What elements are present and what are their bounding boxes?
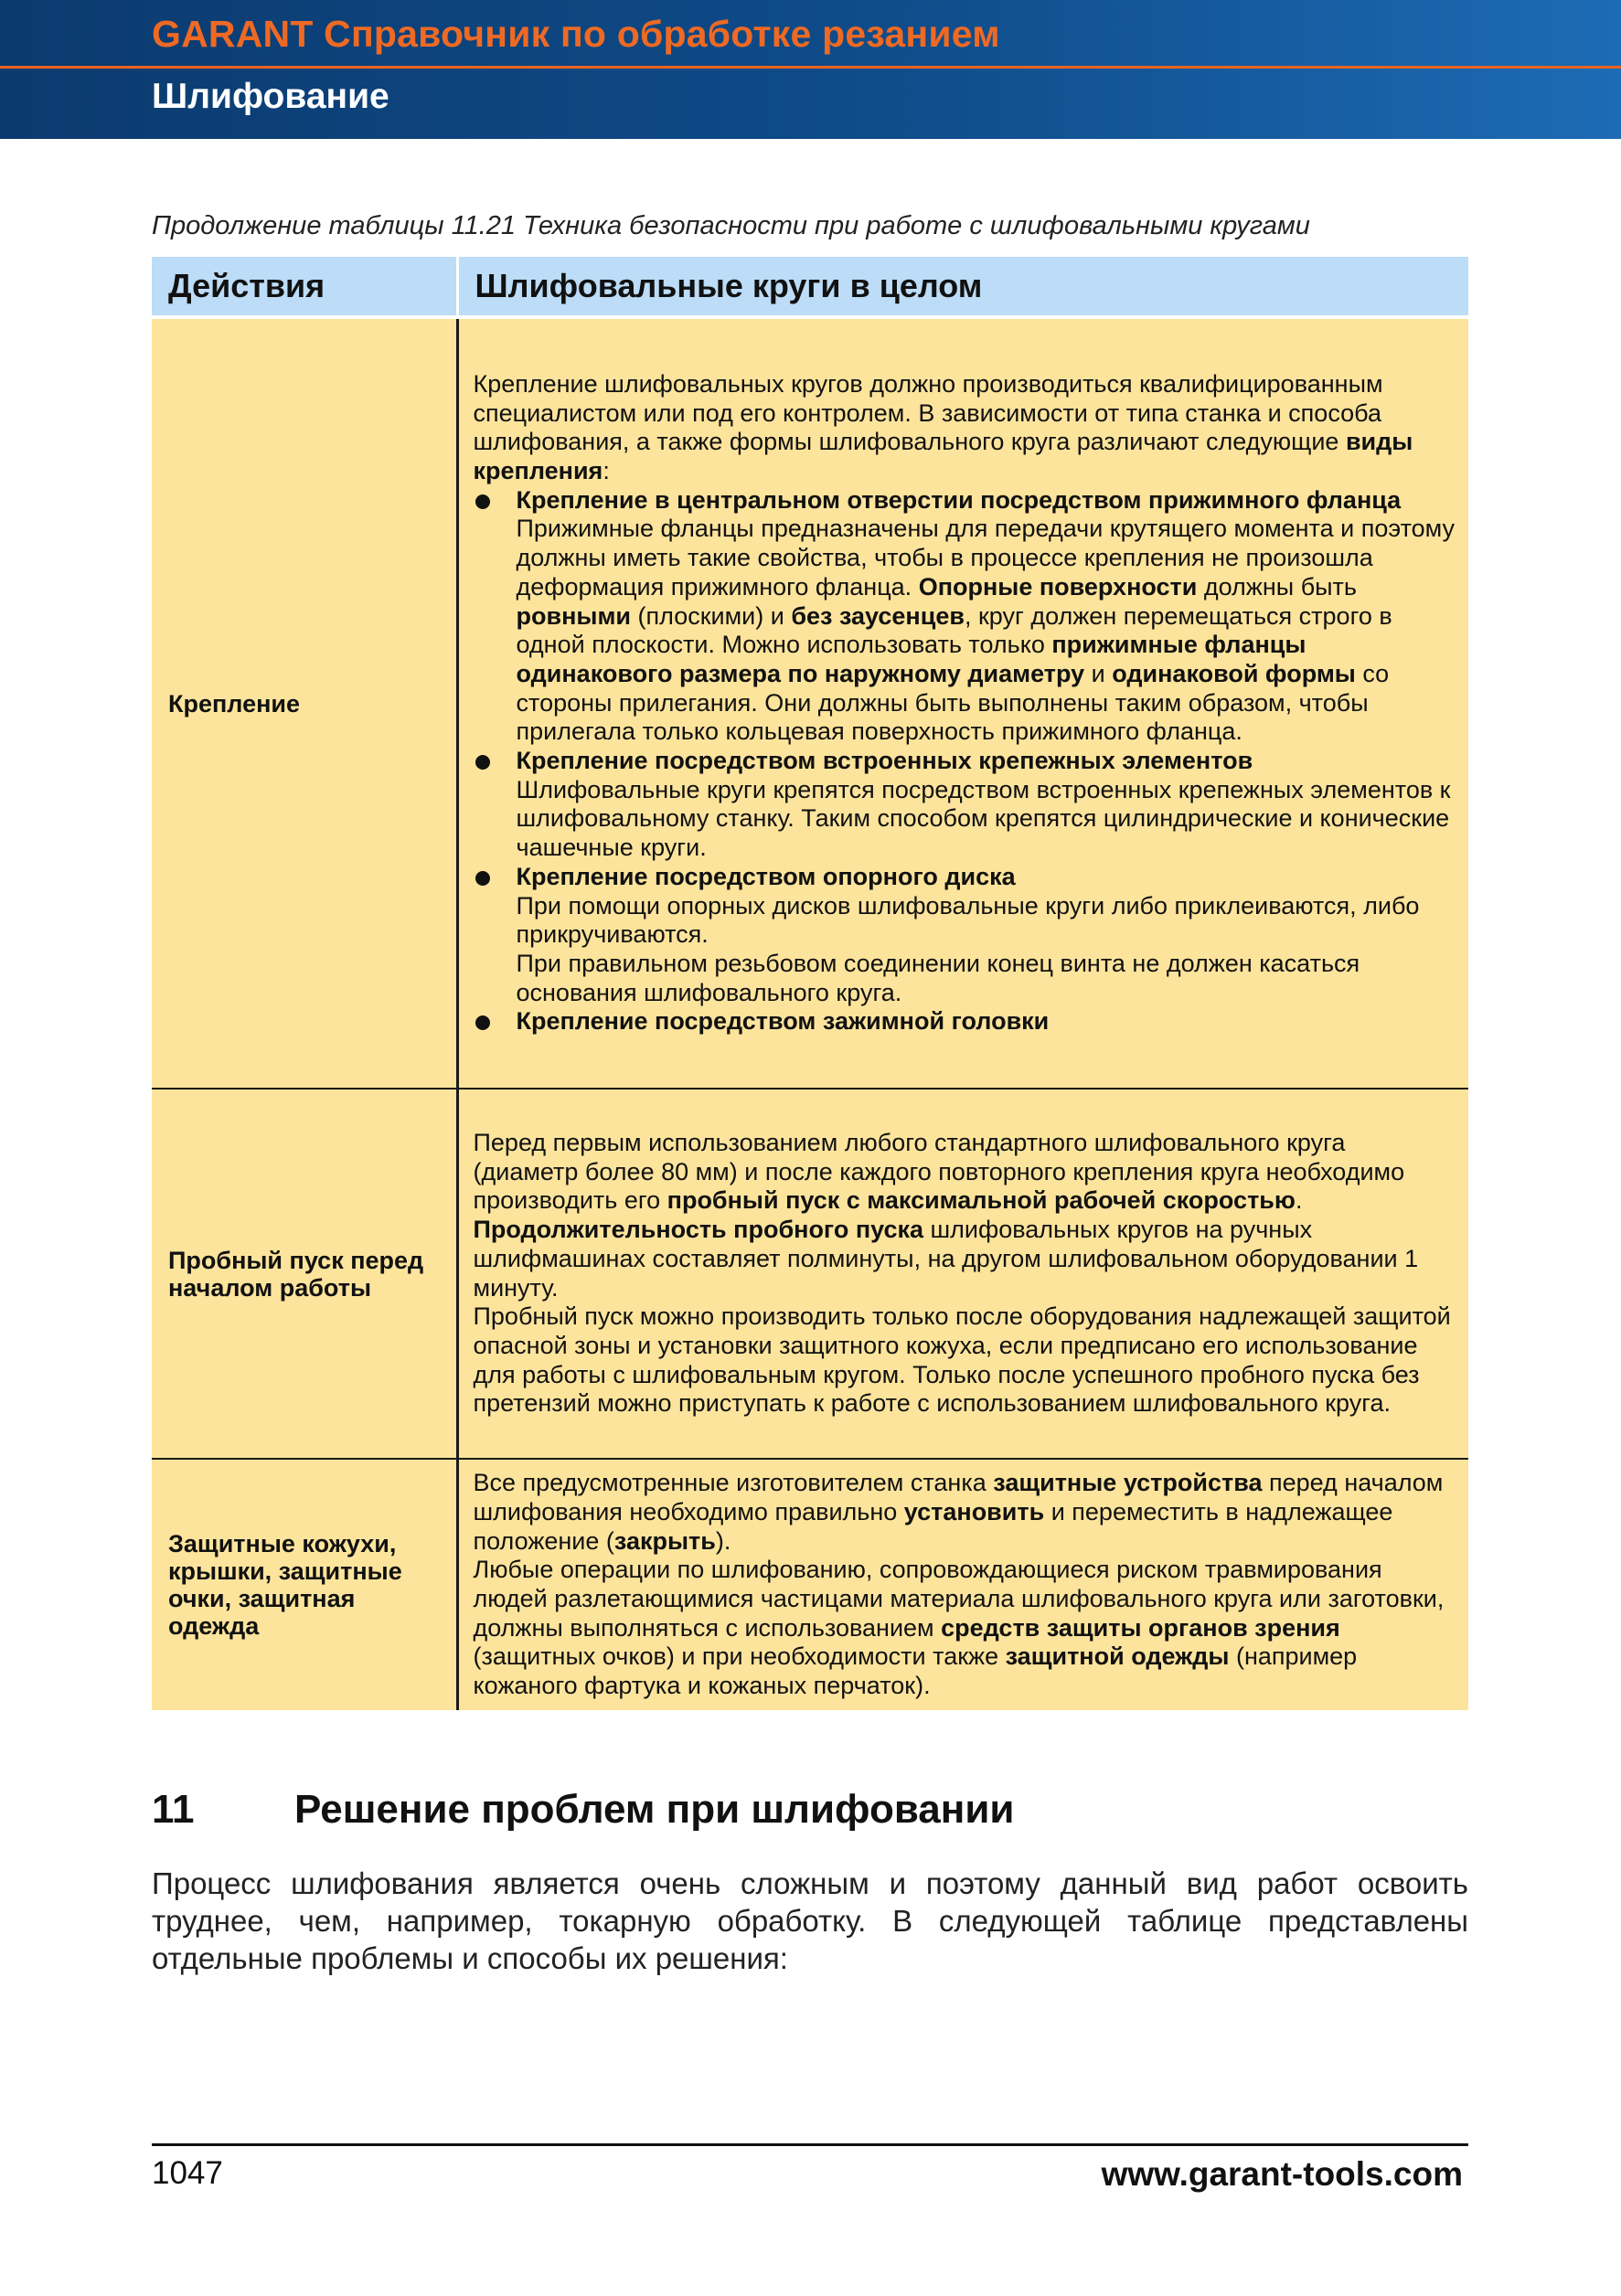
body-text: Прижимные фланцы предназначены для передачи крутящего момента и поэтому должны иметь такие свойства, чтобы в процессе крепления не произошла деформация прижимного фланца. [516, 515, 1456, 601]
bullet-title: Крепление посредством встроенных крепежных элементов [516, 747, 1253, 775]
intro-bold: виды крепления [473, 428, 1413, 485]
table-caption: Продолжение таблицы 11.21 Техника безопасности при работе с шлифовальными кругами [152, 211, 1310, 240]
table-header-row [152, 257, 1468, 317]
bold-text: защитной одежды [1005, 1642, 1230, 1671]
body-text: и [1084, 659, 1113, 687]
bullet-body [517, 776, 1456, 863]
intro-text: Крепление шлифовальных кругов должно производиться квалифицированным специалистом или под его контролем. В зависимости от типа станка и способа шлифования, а также формы шлифовального круга различают следующие [473, 369, 1383, 456]
description-cell [457, 1089, 1468, 1459]
body-text: , круг должен перемещаться строго в одной плоскости. Можно использовать только [516, 601, 1392, 659]
body-text: Шлифовальные круги крепятся посредством встроенных крепежных элементов к шлифовальному станку. Таким способом крепятся цилиндрические и конические чашечные круги. [516, 775, 1451, 862]
bold-text: закрыть [613, 1526, 716, 1555]
bullet-item [474, 1007, 1456, 1036]
chapter-title: Шлифование [152, 77, 389, 116]
section-title: Решение проблем при шлифовании [294, 1787, 1015, 1832]
body-text: При правильном резьбовом соединении конец винта не должен касаться основания шлифовального круга. [516, 949, 1360, 1006]
header-divider [0, 66, 1621, 69]
body-text: (защитных очков) и при необходимости также [473, 1642, 1006, 1671]
bold-text: Опорные поверхности [918, 572, 1198, 601]
body-text: Перед первым использованием любого стандартного шлифовального круга (диаметр более 80 мм) и после каждого повторного крепления круга необходимо производить его [473, 1128, 1405, 1215]
page-number: 1047 [152, 2155, 223, 2191]
safety-table [152, 257, 1468, 1710]
bullet-body [517, 515, 1456, 747]
section-intro: Процесс шлифования является очень сложным и поэтому данный вид работ освоить труднее, чем, например, токарную обработку. В следующей таблице представлены отдельные проблемы и способы их решения: [152, 1866, 1468, 1975]
body-text: перед началом шлифования необходимо правильно [473, 1469, 1444, 1525]
table-row [152, 317, 1468, 1089]
bullet-title: Крепление в центральном отверстии посредством прижимного фланца [516, 485, 1402, 514]
website-link[interactable]: www.garant-tools.com [1101, 2155, 1463, 2193]
bold-text: Продолжительность пробного пуска [473, 1216, 924, 1244]
body-text: ). [715, 1526, 731, 1555]
bold-text: одинаковой формы [1112, 659, 1356, 687]
bold-text: без заусенцев [791, 601, 965, 630]
description-cell [457, 1459, 1468, 1710]
bold-text: пробный пуск с максимальной рабочей скоростью [667, 1186, 1296, 1215]
bullet-title: Крепление посредством опорного диска [516, 862, 1016, 890]
bullet-body [517, 892, 1456, 1008]
bold-text: прижимные фланцы одинакового размера по наружному диаметру [516, 631, 1306, 687]
section-number: 11 [152, 1787, 195, 1832]
table-row [152, 1459, 1468, 1710]
bullet-item [474, 747, 1456, 863]
body-text: Любые операции по шлифованию, сопровождающиеся риском травмирования людей разлетающимися частицами материала шлифовального круга или заготовки, должны выполняться с использованием [473, 1556, 1445, 1642]
intro-tail: : [603, 457, 610, 485]
bold-text: ровными [516, 601, 632, 630]
column-header-wheels: Шлифовальные круги в целом [457, 257, 1468, 317]
bold-text: средств защиты органов зрения [941, 1613, 1340, 1642]
body-text: (например кожаного фартука и кожаных перчаток). [473, 1642, 1358, 1700]
body-text: . [1295, 1186, 1303, 1215]
action-cell: Защитные кожухи, крышки, защитные очки, защитная одежда [152, 1459, 457, 1710]
body-text: При помощи опорных дисков шлифовальные круги либо приклеиваются, либо прикручиваются. [516, 891, 1420, 949]
bold-text: установить [903, 1497, 1045, 1525]
body-text: (плоскими) и [631, 601, 792, 630]
body-text: Все предусмотренные изготовителем станка [473, 1469, 994, 1497]
body-text: Пробный пуск можно производить только после оборудования надлежащей защитой опасной зоны и установки защитного кожуха, если предписано его использование для работы с шлифовальным кругом. Только после успешного пробного пуска без претензий можно приступать к работе с использованием шлифовального круга. [473, 1302, 1451, 1418]
bullet-item [474, 863, 1456, 1008]
table-row [152, 1089, 1468, 1459]
footer-divider [152, 2143, 1468, 2146]
body-text: должны быть [1197, 572, 1357, 601]
body-text: и переместить в надлежащее положение ( [473, 1497, 1393, 1555]
column-header-actions: Действия [152, 257, 457, 317]
book-title: GARANT Справочник по обработке резанием [152, 13, 1000, 55]
bold-text: защитные устройства [993, 1469, 1263, 1497]
body-text: со стороны прилегания. Они должны быть выполнены таким образом, чтобы прилегала только кольцевая поверхность прижимного фланца. [516, 659, 1390, 746]
body-text: шлифовальных кругов на ручных шлифмашинах составляет полминуты, на другом шлифовальном оборудовании 1 минуту. [473, 1216, 1419, 1302]
mounting-intro [474, 370, 1456, 486]
mounting-bullets [474, 486, 1456, 1036]
action-cell: Пробный пуск перед началом работы [152, 1089, 457, 1459]
bullet-item [474, 486, 1456, 747]
action-cell: Крепление [152, 317, 457, 1089]
description-cell [457, 317, 1468, 1089]
bullet-title: Крепление посредством зажимной головки [516, 1007, 1050, 1036]
